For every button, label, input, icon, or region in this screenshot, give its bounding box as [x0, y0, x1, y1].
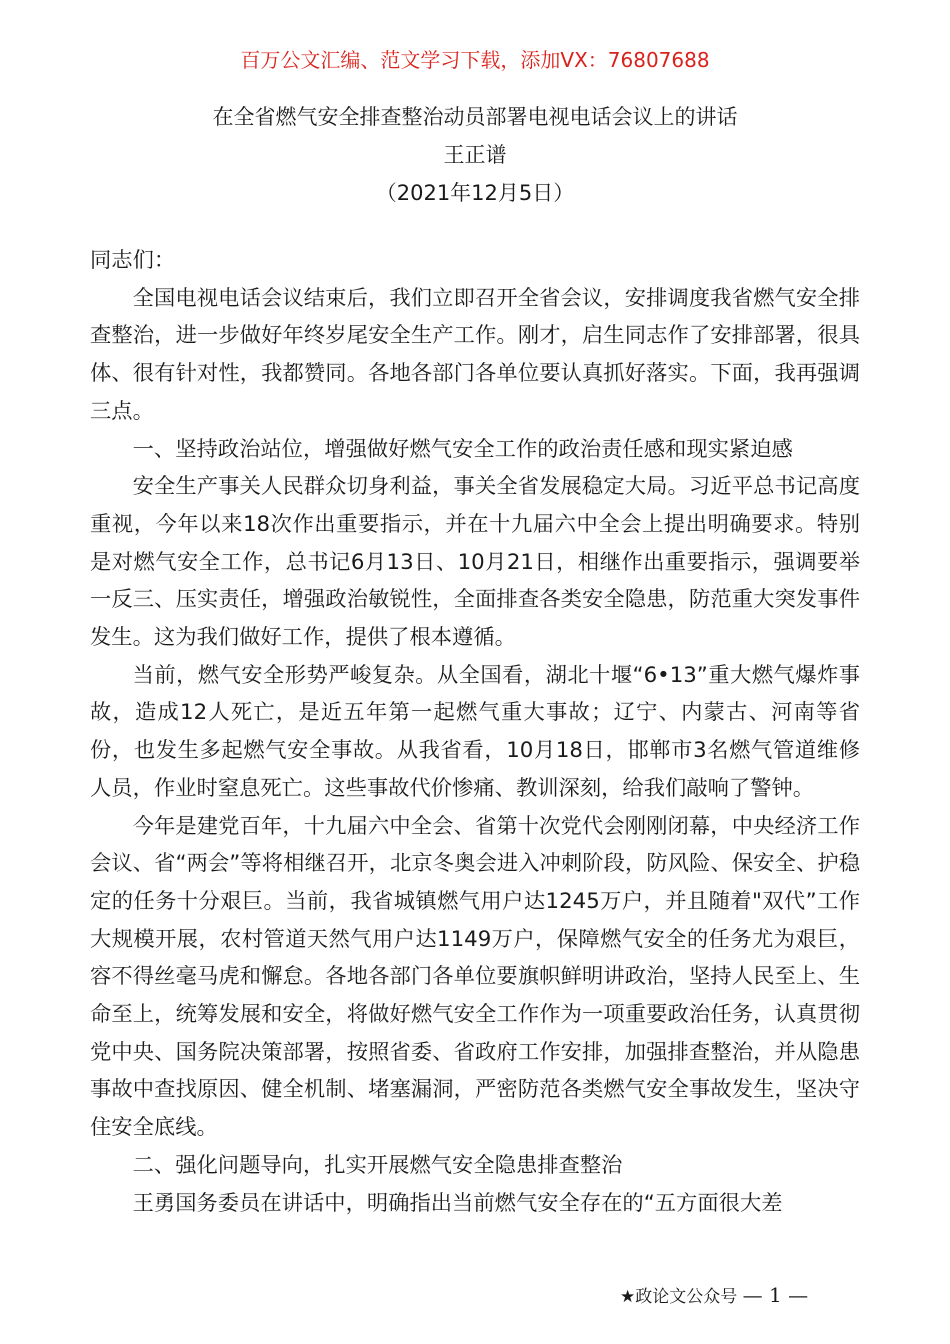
speech-date: （2021年12月5日） — [375, 181, 575, 205]
header-promo-note: 百万公文汇编、范文学习下载，添加VX：76807688 — [240, 48, 710, 72]
section-heading-2: 二、强化问题导向，扎实开展燃气安全隐患排查整治 — [132, 1152, 623, 1178]
salutation: 同志们： — [90, 248, 176, 273]
document-title: 在全省燃气安全排查整治动员部署电视电话会议上的讲话 — [212, 105, 738, 129]
body-paragraph: 当前，燃气安全形势严峻复杂。从全国看，湖北十堰“6•13”重大燃气爆炸事故，造成12人死亡，是近五年第一起燃气重大事故；辽宁、内蒙古、河南等省份，也发生多起燃气安全事故。从我省看，10月18日，邯郸市3名燃气管道维修人员，作业时窒息死亡。这些事故代价惨痛、教训深刻，给我们敲响了警钟。 — [90, 662, 860, 801]
page-number: — 1 — — [742, 1283, 809, 1307]
body-paragraph: 全国电视电话会议结束后，我们立即召开全省会议，安排调度我省燃气安全排查整治，进一步做好年终岁尾安全生产工作。刚才，启生同志作了安排部署，很具体、很有针对性，我都赞同。各地各部门各单位要认真抓好落实。下面，我再强调三点。 — [90, 285, 860, 424]
body-paragraph: 王勇国务委员在讲话中，明确指出当前燃气安全存在的“五方面很大差 — [132, 1190, 783, 1216]
body-paragraph: 今年是建党百年，十九届六中全会、省第十次党代会刚刚闭幕，中央经济工作会议、省“两会”等将相继召开，北京冬奥会进入冲刺阶段，防风险、保安全、护稳定的任务十分艰巨。当前，我省城镇燃气用户达1245万户，并且随着"双代”工作大规模开展，农村管道天然气用户达1149万户，保障燃气安全的任务尤为艰巨，容不得丝毫马虎和懈怠。各地各部门各单位要旗帜鲜明讲政治，坚持人民至上、生命至上，统筹发展和安全，将做好燃气安全工作作为一项重要政治任务，认真贯彻党中央、国务院决策部署，按照省委、省政府工作安排，加强排查整治，并从隐患事故中查找原因、健全机制、堵塞漏洞，严密防范各类燃气安全事故发生，坚决守住安全底线。 — [90, 813, 860, 1141]
section-heading-1: 一、坚持政治站位，增强做好燃气安全工作的政治责任感和现实紧迫感 — [132, 436, 793, 462]
footer-source: ★政论文公众号 — [620, 1287, 738, 1307]
page-footer — [620, 1280, 880, 1312]
body-paragraph: 安全生产事关人民群众切身利益，事关全省发展稳定大局。习近平总书记高度重视，今年以来18次作出重要指示，并在十九届六中全会上提出明确要求。特别是对燃气安全工作，总书记6月13日、10月21日，相继作出重要指示，强调要举一反三、压实责任，增强政治敏锐性，全面排查各类安全隐患，防范重大突发事件发生。这为我们做好工作，提供了根本遵循。 — [90, 474, 860, 651]
author-name: 王正谱 — [443, 143, 507, 167]
title-block — [0, 98, 950, 212]
document-body — [90, 242, 860, 1222]
